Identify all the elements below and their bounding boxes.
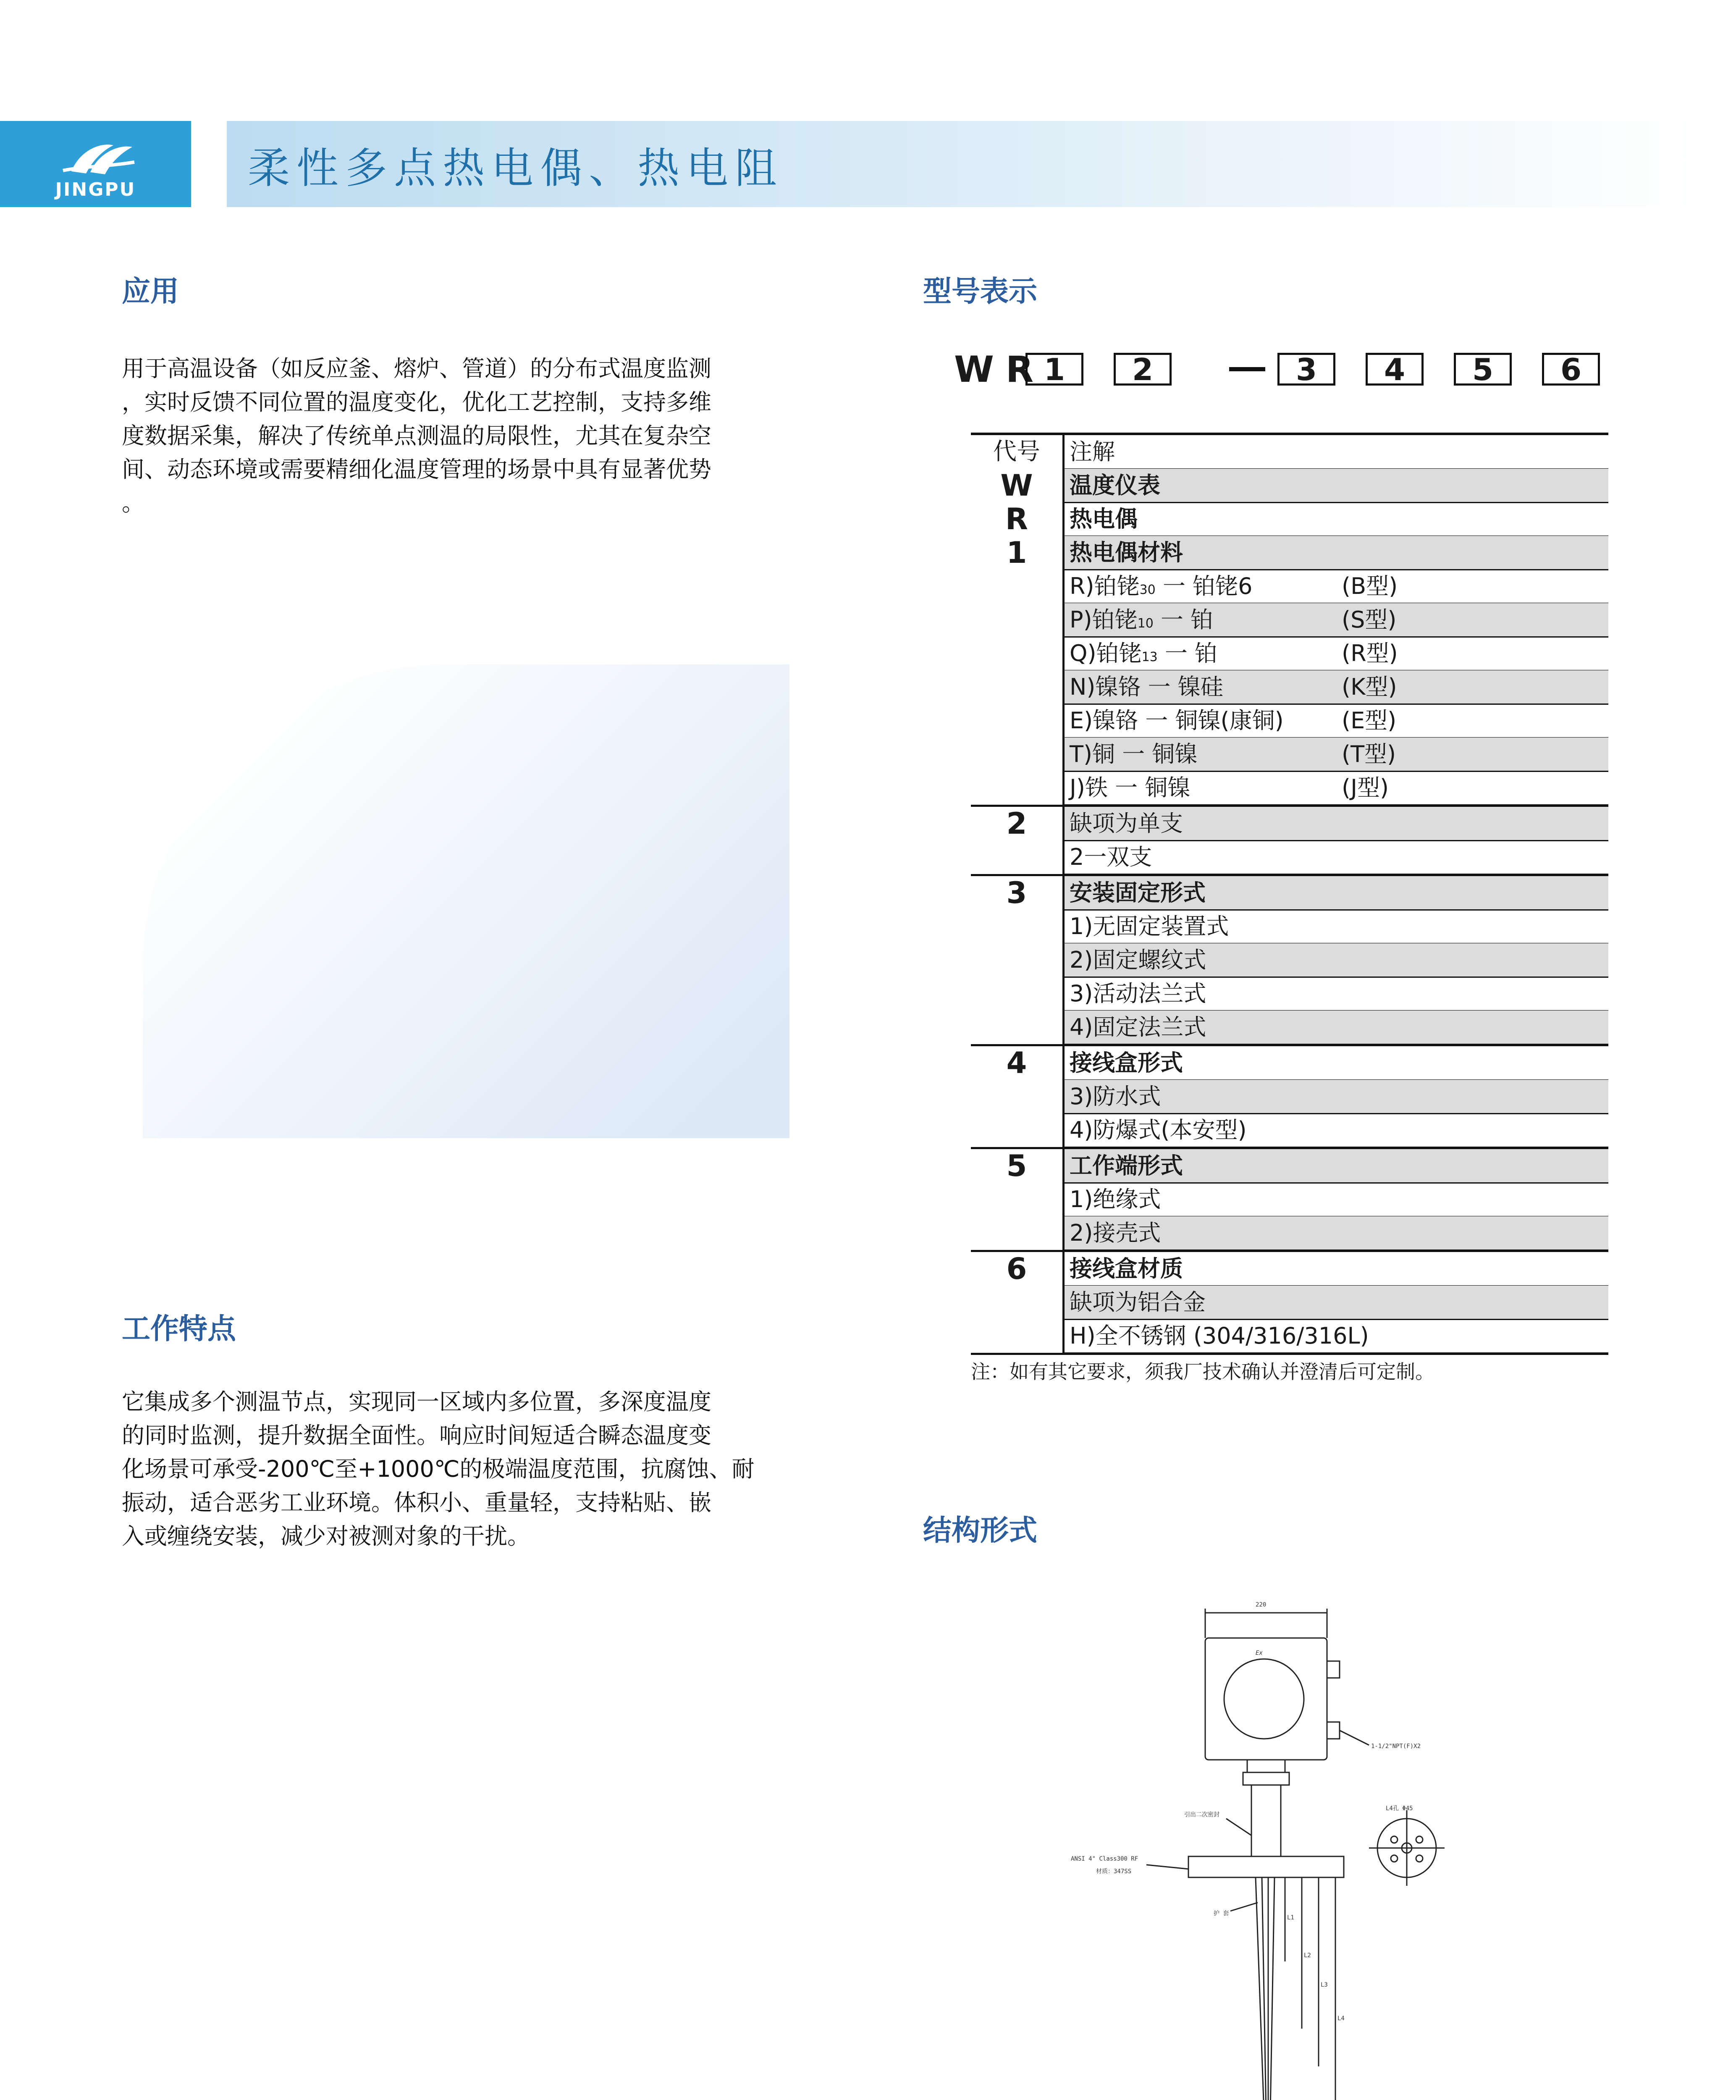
type-label: (E型) [1342,707,1397,734]
table-row [971,1113,1608,1149]
l2-label: L2 [1304,1952,1311,1959]
application-line: ，实时反馈不同位置的温度变化，优化工艺控制，支持多维 [122,389,711,415]
spec-table [971,433,1608,1355]
row-desc: 2)固定螺纹式 [1062,943,1608,978]
row-desc: 接线盒形式 [1062,1046,1608,1081]
table-row [971,876,1608,910]
row-desc: J)铁 一 铜镍 (J型) [1062,771,1608,806]
application-line: 。 [122,490,144,516]
features-line: 入或缠绕安装，减少对被测对象的干扰。 [122,1523,530,1549]
table-row [971,807,1608,840]
structure-heading: 结构形式 [923,1514,1038,1547]
row-desc: 热电偶材料 [1062,536,1608,570]
table-row [971,704,1608,738]
application-line: 间、动态环境或需要精细化温度管理的场景中具有显著优势 [122,456,711,483]
features-heading: 工作特点 [122,1312,236,1346]
model-box-4: 4 [1366,353,1424,386]
row-code: 5 [1006,1149,1027,1183]
model-box-6: 6 [1542,353,1600,386]
structure-drawing [1050,1583,1470,2100]
row-desc: 安装固定形式 [1062,876,1608,911]
row-desc: 工作端形式 [1062,1149,1608,1184]
table-header-row [971,433,1608,469]
decorative-image-panel [143,664,789,1138]
table-row [971,637,1608,670]
row-desc: 2)接壳式 [1062,1216,1608,1251]
table-row [971,1011,1608,1046]
table-row [971,1319,1608,1355]
row-code: 6 [1006,1252,1027,1286]
row-desc: 4)固定法兰式 [1062,1011,1608,1045]
table-row [971,738,1608,771]
type-label: (S型) [1342,606,1397,633]
row-code: 4 [1006,1046,1027,1080]
table-row [971,536,1608,570]
row-desc: P)铂铑10 一 铂 (S型) [1062,603,1608,638]
features-line: 化场景可承受-200℃至+1000℃的极端温度范围，抗腐蚀、耐 [122,1456,755,1482]
row-desc: T)铜 一 铜镍 (T型) [1062,738,1608,772]
table-row [971,1149,1608,1183]
features-line: 它集成多个测温节点，实现同一区域内多位置，多深度温度 [122,1389,711,1415]
table-row [971,603,1608,637]
row-code: 1 [1006,536,1027,570]
row-code: W [1000,468,1033,503]
model-note: 注：如有其它要求，须我厂技术确认并澄清后可定制。 [971,1360,1434,1383]
seal-label: 引出二次密封 [1184,1811,1219,1818]
flange-label: ANSI 4" Class300 RF [1071,1856,1138,1862]
row-desc: N)镍铬 一 镍硅 (K型) [1062,670,1608,705]
type-label: (K型) [1342,674,1397,700]
application-heading: 应用 [122,275,179,308]
dim-width: 220 [1256,1601,1267,1608]
table-row [971,840,1608,876]
row-desc: R)铂铑30 一 铂铑6 (B型) [1062,570,1608,604]
tube-label: 护 套 [1214,1910,1229,1917]
row-desc: 1)绝缘式 [1062,1183,1608,1217]
row-desc: 缺项为单支 [1062,807,1608,841]
l3-label: L3 [1321,1982,1328,1988]
features-line: 的同时监测，提升数据全面性。响应时间短适合瞬态温度变 [122,1422,711,1449]
table-row [971,1080,1608,1113]
row-desc: 2一双支 [1062,840,1608,875]
row-desc: 接线盒材质 [1062,1252,1608,1286]
application-line: 度数据采集，解决了传统单点测温的局限性，尤其在复杂空 [122,423,711,449]
table-header-desc: 注解 [1062,435,1608,470]
table-row [971,502,1608,536]
table-row [971,1252,1608,1286]
model-box-1: 1 [1025,353,1083,386]
logo-box [0,121,191,207]
ex-mark: Ex [1256,1650,1263,1656]
row-code: 3 [1006,876,1027,910]
application-line: 用于高温设备（如反应釜、熔炉、管道）的分布式温度监测 [122,355,711,382]
table-row [971,1046,1608,1080]
type-label: (R型) [1342,640,1398,667]
model-box-2: 2 [1114,353,1172,386]
table-row [971,771,1608,807]
table-row [971,910,1608,943]
model-box-5: 5 [1454,353,1512,386]
row-desc: 4)防爆式(本安型) [1062,1113,1608,1148]
logo-text: JINGPU [55,179,136,200]
row-desc: 1)无固定装置式 [1062,910,1608,944]
model-code [954,349,1613,391]
flange-material-label: 材质：347SS [1096,1868,1132,1875]
model-dash [1229,367,1265,371]
row-desc: E)镍铬 一 铜镍(康铜) (E型) [1062,704,1608,738]
model-prefix: WR [954,349,1046,391]
l4-label: L4 [1337,2015,1345,2022]
row-desc: 热电偶 [1062,502,1608,537]
table-row [971,1286,1608,1319]
type-label: (J型) [1342,774,1389,801]
features-line: 振动，适合恶劣工业环境。体积小、重量轻，支持粘贴、嵌 [122,1489,711,1516]
page-title: 柔性多点热电偶、热电阻 [248,144,784,193]
model-heading: 型号表示 [923,275,1038,308]
row-desc: H)全不锈钢 (304/316/316L) [1062,1319,1608,1354]
table-row [971,570,1608,603]
conduit-label: 1-1/2"NPT(F)X2 [1371,1743,1421,1750]
row-desc: 3)防水式 [1062,1080,1608,1114]
type-label: (B型) [1342,573,1398,599]
pcd-label: L4孔 Φ45 [1386,1805,1413,1812]
application-text [122,352,836,520]
table-row [971,977,1608,1011]
type-label: (T型) [1342,741,1396,767]
table-row [971,670,1608,704]
table-row [971,1183,1608,1216]
features-text [122,1385,836,1553]
row-desc: Q)铂铑13 一 铂 (R型) [1062,637,1608,671]
table-row [971,943,1608,977]
table-row [971,1216,1608,1252]
l1-label: L1 [1287,1914,1294,1921]
row-code: R [1005,502,1028,536]
row-desc: 温度仪表 [1062,469,1608,503]
row-desc: 缺项为铝合金 [1062,1286,1608,1320]
table-header-code: 代号 [993,438,1040,465]
model-box-3: 3 [1277,353,1335,386]
row-desc: 3)活动法兰式 [1062,977,1608,1011]
row-code: 2 [1006,806,1027,841]
table-row [971,469,1608,502]
